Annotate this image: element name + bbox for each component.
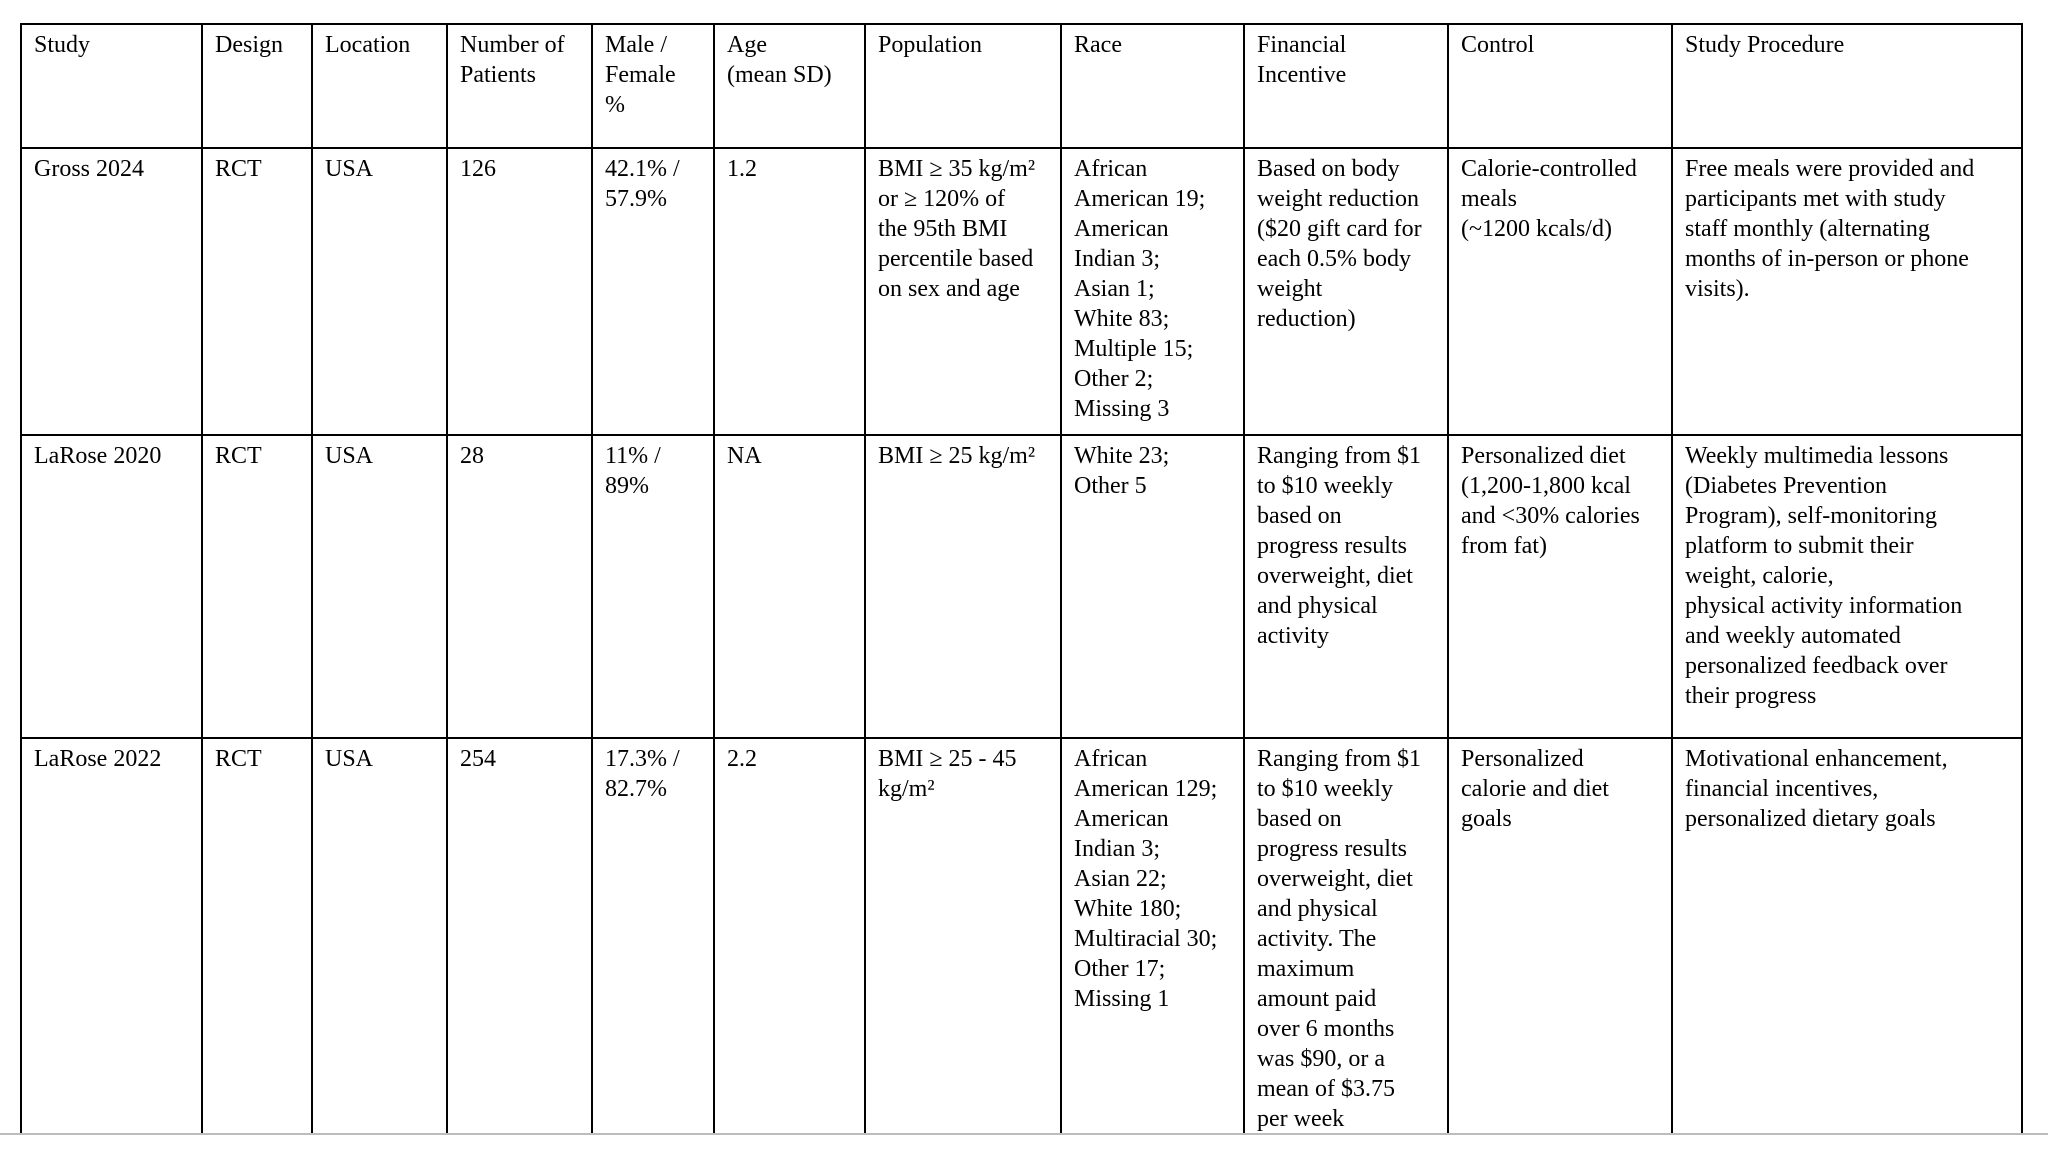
table-row <box>21 148 2022 435</box>
cell-control: Calorie-controlled meals (~1200 kcals/d) <box>1448 148 1672 435</box>
page-bottom-divider <box>0 1133 2048 1135</box>
cell-race: African American 129; American Indian 3; Asian 22; White 180; Multiracial 30; Other 17; Missing 1 <box>1061 738 1244 1152</box>
header-control: Control <box>1448 24 1672 148</box>
cell-population: BMI ≥ 35 kg/m² or ≥ 120% of the 95th BMI percentile based on sex and age <box>865 148 1061 435</box>
cell-study-procedure: Motivational enhancement, financial incentives, personalized dietary goals <box>1672 738 2022 1152</box>
cell-male-female: 17.3% / 82.7% <box>592 738 714 1152</box>
table-row <box>21 738 2022 1152</box>
header-race: Race <box>1061 24 1244 148</box>
cell-design: RCT <box>202 738 312 1152</box>
cell-design: RCT <box>202 435 312 738</box>
cell-age: 1.2 <box>714 148 865 435</box>
cell-location: USA <box>312 148 447 435</box>
header-financial-incentive: Financial Incentive <box>1244 24 1448 148</box>
header-male-female: Male / Female % <box>592 24 714 148</box>
cell-number-of-patients: 28 <box>447 435 592 738</box>
cell-number-of-patients: 126 <box>447 148 592 435</box>
cell-location: USA <box>312 435 447 738</box>
cell-number-of-patients: 254 <box>447 738 592 1152</box>
cell-age: 2.2 <box>714 738 865 1152</box>
cell-race: African American 19; American Indian 3; Asian 1; White 83; Multiple 15; Other 2; Missing 3 <box>1061 148 1244 435</box>
cell-design: RCT <box>202 148 312 435</box>
studies-table <box>20 23 2023 1152</box>
cell-control: Personalized diet (1,200-1,800 kcal and <30% calories from fat) <box>1448 435 1672 738</box>
cell-financial-incentive: Ranging from $1 to $10 weekly based on progress results overweight, diet and physical activity. The maximum amount paid over 6 months was $90, or a mean of $3.75 per week <box>1244 738 1448 1152</box>
header-age: Age (mean SD) <box>714 24 865 148</box>
header-population: Population <box>865 24 1061 148</box>
header-number-of-patients: Number of Patients <box>447 24 592 148</box>
page-bottom-edge <box>0 1133 2048 1152</box>
table-header-row <box>21 24 2022 148</box>
cell-population: BMI ≥ 25 kg/m² <box>865 435 1061 738</box>
header-study: Study <box>21 24 202 148</box>
cell-study-procedure: Weekly multimedia lessons (Diabetes Prevention Program), self-monitoring platform to submit their weight, calorie, physical activity information and weekly automated personalized feedback over their progress <box>1672 435 2022 738</box>
cell-financial-incentive: Based on body weight reduction ($20 gift card for each 0.5% body weight reduction) <box>1244 148 1448 435</box>
header-design: Design <box>202 24 312 148</box>
header-location: Location <box>312 24 447 148</box>
cell-location: USA <box>312 738 447 1152</box>
cell-male-female: 11% / 89% <box>592 435 714 738</box>
cell-control: Personalized calorie and diet goals <box>1448 738 1672 1152</box>
cell-study: Gross 2024 <box>21 148 202 435</box>
cell-study-procedure: Free meals were provided and participants met with study staff monthly (alternating months of in-person or phone visits). <box>1672 148 2022 435</box>
cell-population: BMI ≥ 25 - 45 kg/m² <box>865 738 1061 1152</box>
cell-race: White 23; Other 5 <box>1061 435 1244 738</box>
cell-age: NA <box>714 435 865 738</box>
cell-study: LaRose 2022 <box>21 738 202 1152</box>
cell-financial-incentive: Ranging from $1 to $10 weekly based on progress results overweight, diet and physical activity <box>1244 435 1448 738</box>
table-row <box>21 435 2022 738</box>
cell-study: LaRose 2020 <box>21 435 202 738</box>
cell-male-female: 42.1% / 57.9% <box>592 148 714 435</box>
header-study-procedure: Study Procedure <box>1672 24 2022 148</box>
